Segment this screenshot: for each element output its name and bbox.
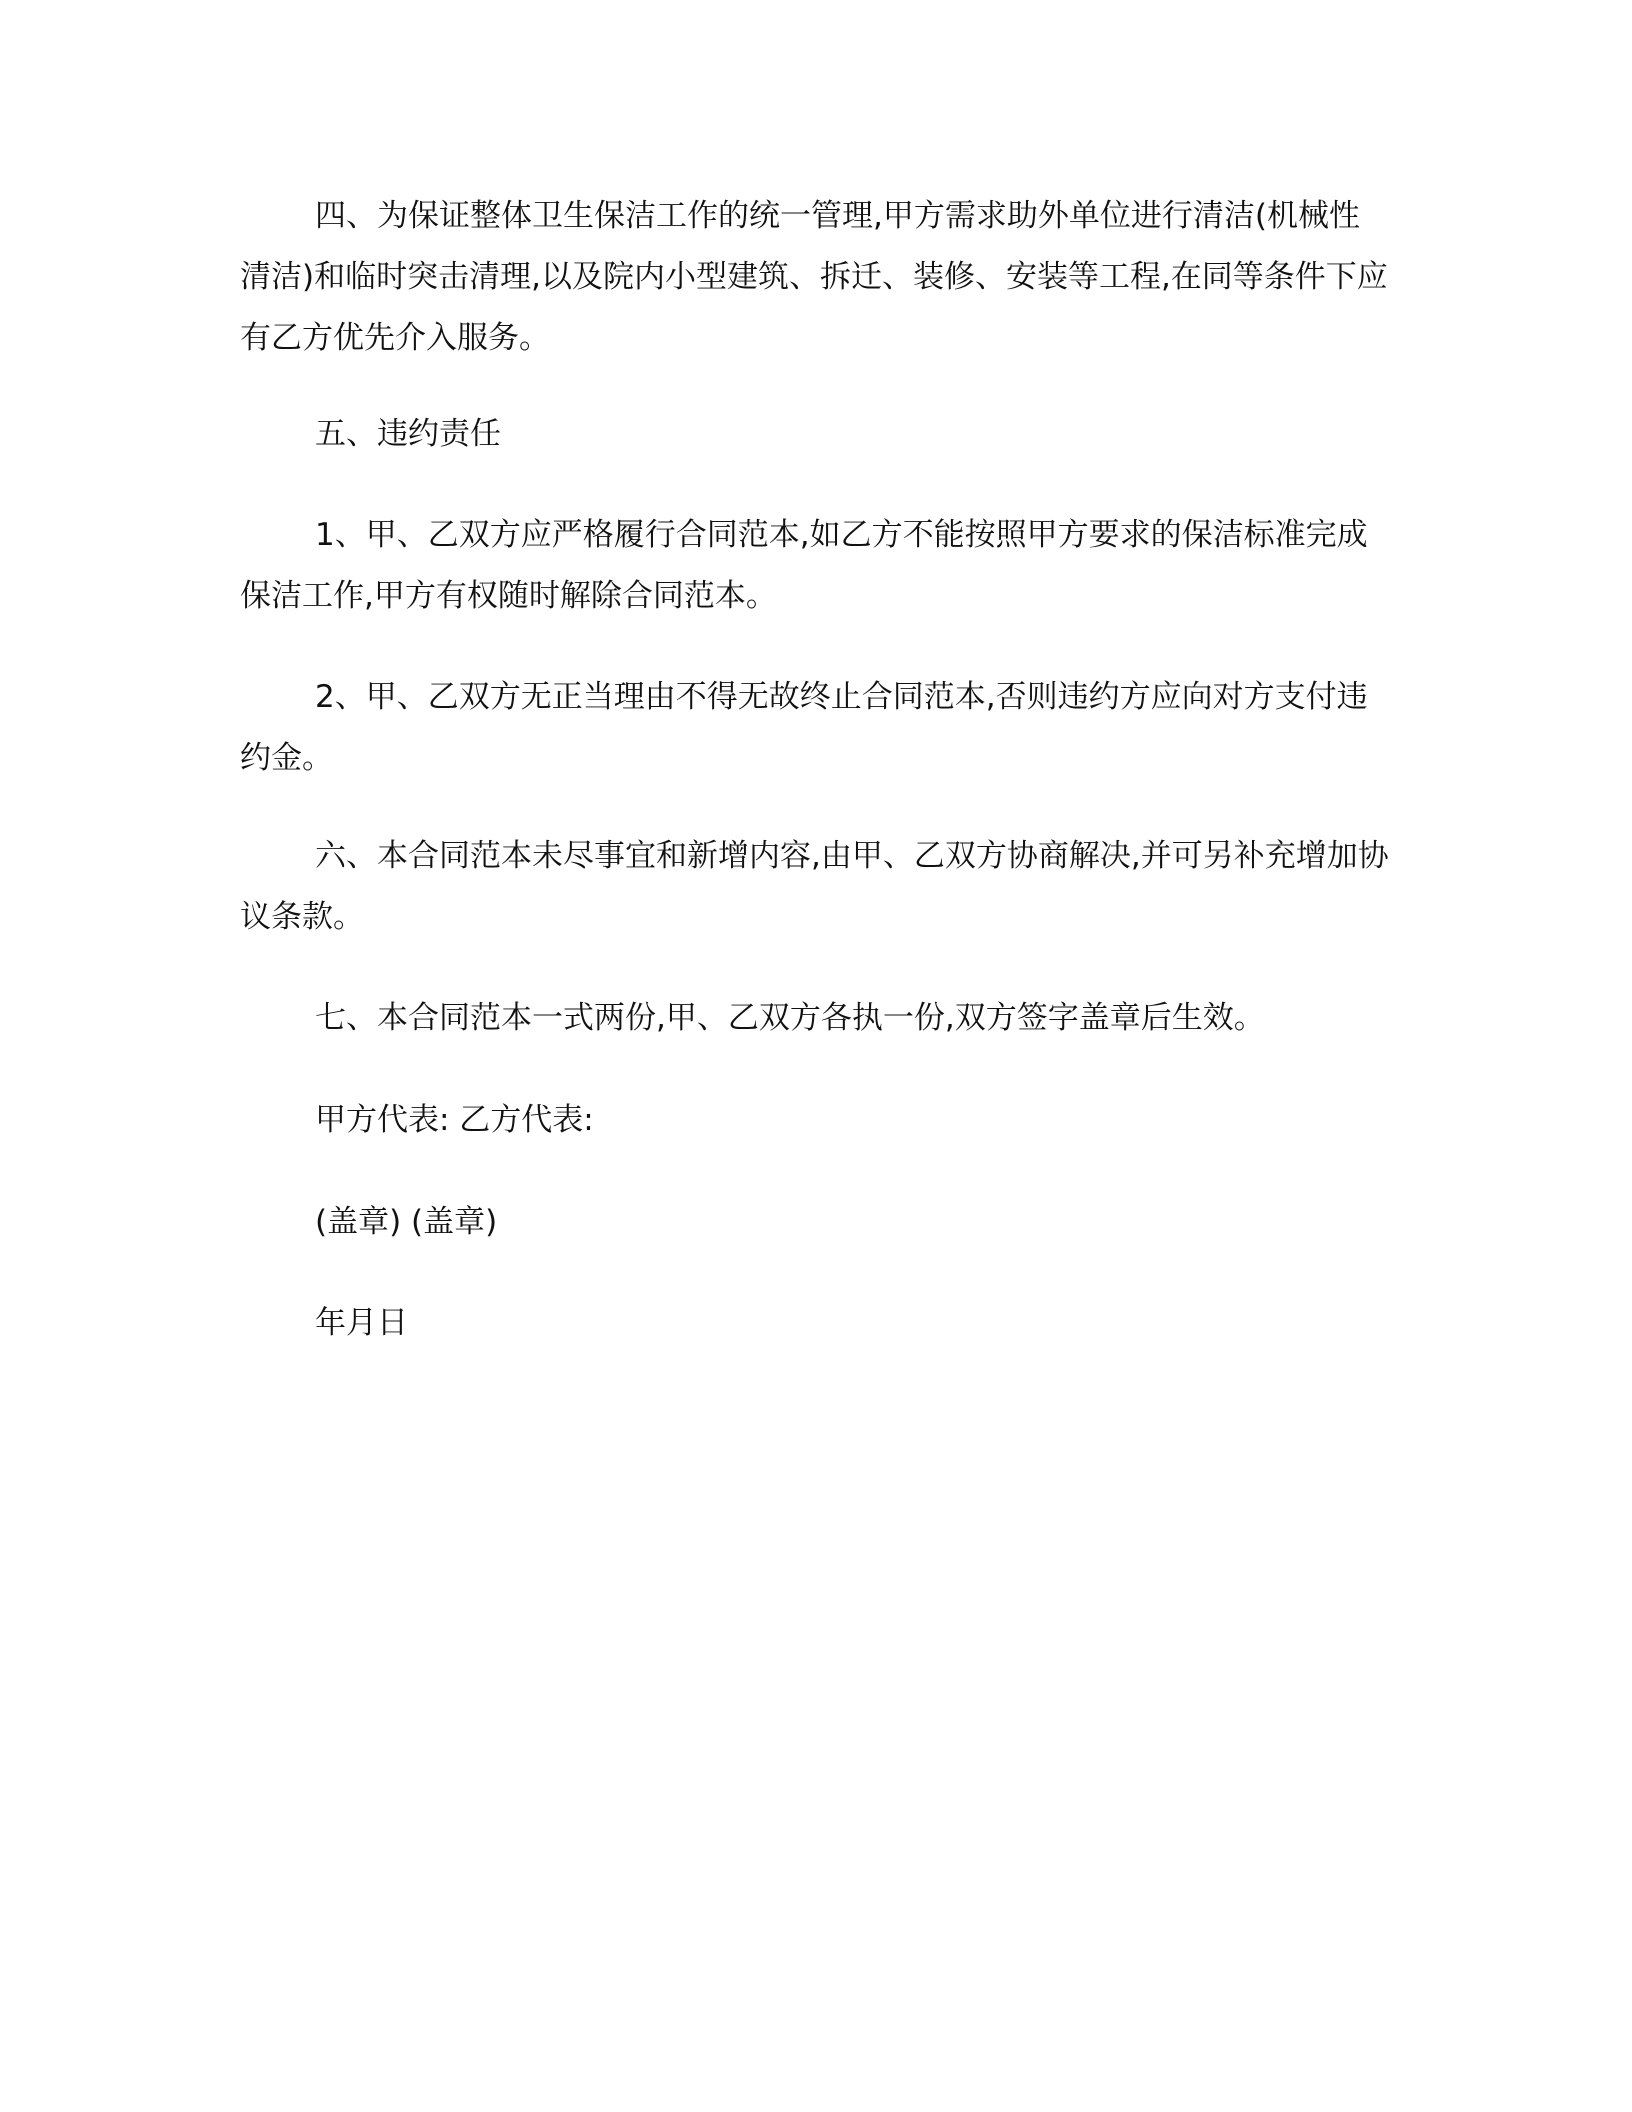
clause-seven-paragraph: 七、本合同范本一式两份,甲、乙双方各执一份,双方签字盖章后生效。 bbox=[315, 1000, 1265, 1036]
breach-item-two-paragraph: 2、甲、乙双方无正当理由不得无故终止合同范本,否则违约方应向对方支付违约金。 bbox=[240, 679, 1368, 776]
clause-six-paragraph: 六、本合同范本未尽事宜和新增内容,由甲、乙双方协商解决,并可另补充增加协议条款。 bbox=[240, 838, 1389, 935]
date-line: 年月日 bbox=[315, 1305, 408, 1341]
breach-liability-heading: 五、违约责任 bbox=[315, 416, 501, 452]
clause-four-paragraph: 四、为保证整体卫生保洁工作的统一管理,甲方需求助外单位进行清洁(机械性清洁)和临时突击清理,以及院内小型建筑、拆迁、装修、安装等工程,在同等条件下应有乙方优先介入服务。 bbox=[240, 198, 1388, 356]
representatives-line: 甲方代表: 乙方代表: bbox=[315, 1102, 594, 1138]
seal-line: (盖章) (盖章) bbox=[315, 1204, 498, 1240]
breach-item-one-paragraph: 1、甲、乙双方应严格履行合同范本,如乙方不能按照甲方要求的保洁标准完成保洁工作,甲方有权随时解除合同范本。 bbox=[240, 517, 1368, 614]
